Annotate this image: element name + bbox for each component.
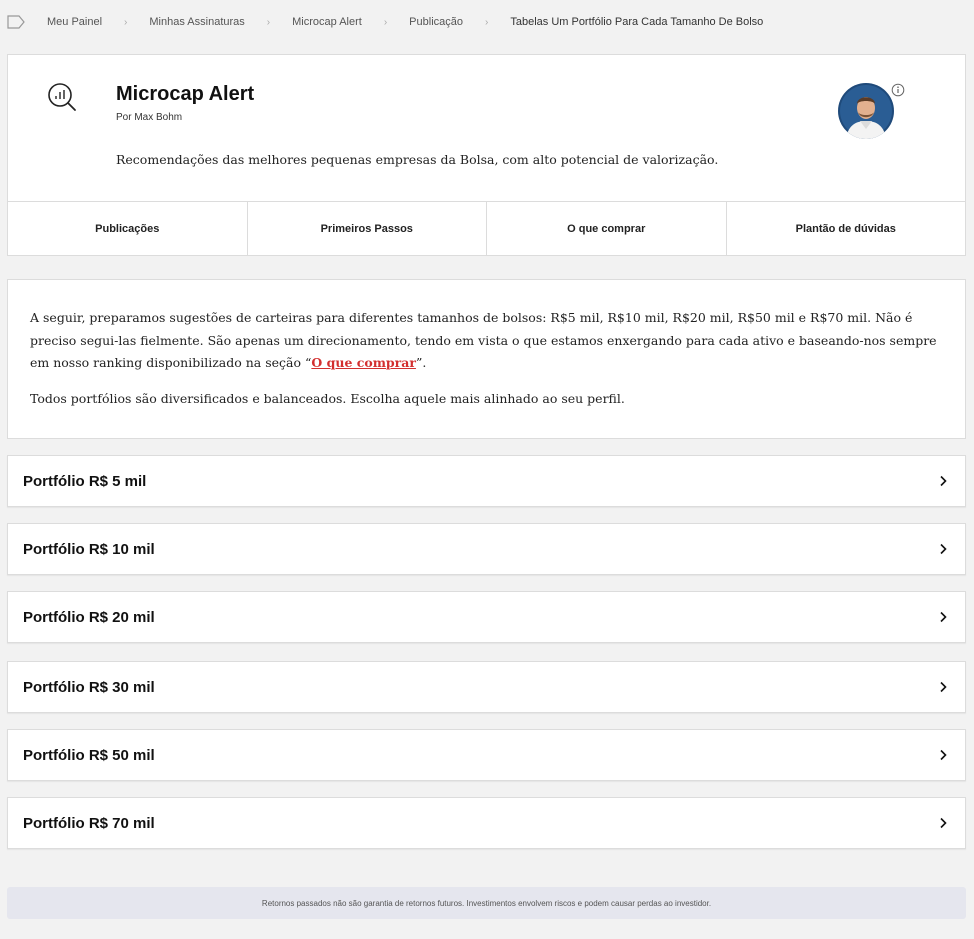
accordion-title: Portfólio R$ 5 mil (23, 472, 147, 490)
portfolio-accordion-70k[interactable] (7, 797, 966, 849)
product-author: Por Max Bohm (116, 112, 183, 123)
analyst-avatar (838, 83, 894, 139)
breadcrumb-item-current: Tabelas Um Portfólio Para Cada Tamanho De Bolso (510, 16, 764, 28)
intro-card (7, 279, 966, 439)
breadcrumb-separator: › (124, 16, 128, 28)
intro-paragraph-2: Todos portfólios são diversificados e balanceados. Escolha aquele mais alinhado ao seu perfil. (30, 390, 625, 406)
breadcrumb-item-microcap-alert[interactable]: Microcap Alert (292, 16, 362, 28)
tab-primeiros-passos[interactable]: Primeiros Passos (248, 202, 488, 256)
chevron-right-icon (938, 681, 948, 693)
intro-text-end: ”. (415, 355, 427, 370)
portfolio-accordion-30k[interactable] (7, 661, 966, 713)
product-header-card (7, 54, 966, 256)
breadcrumb-separator: › (266, 16, 271, 28)
portfolio-accordion-50k[interactable] (7, 729, 966, 781)
accordion-title: Portfólio R$ 50 mil (23, 746, 155, 764)
accordion-title: Portfólio R$ 70 mil (23, 814, 155, 832)
disclaimer-text: Retornos passados não são garantia de retornos futuros. Investimentos envolvem riscos e podem causar perdas ao investidor. (261, 898, 712, 908)
chevron-right-icon (938, 749, 948, 761)
portfolio-accordion-20k[interactable] (7, 591, 966, 643)
tab-plantao-de-duvidas[interactable]: Plantão de dúvidas (795, 223, 896, 235)
accordion-title: Portfólio R$ 10 mil (23, 540, 155, 558)
portfolio-accordion-10k[interactable] (7, 523, 966, 575)
breadcrumb-separator: › (383, 16, 388, 28)
chevron-right-icon (938, 817, 948, 829)
intro-text: A seguir, preparamos sugestões de carteiras para diferentes tamanhos de bolsos: R$5 mil, R$10 mil, R$20 mil, R$50 mil e R$70 mil. Não é preciso segui-las fielmente. São apenas um direcionamento, tendo em vista o que estamos enxergando para cada ativo e baseando-nos sempre em nosso ranking disponibilizado na seção “ (30, 310, 937, 370)
info-icon[interactable] (891, 83, 905, 97)
breadcrumb-item-meu-painel[interactable]: Meu Painel (47, 16, 103, 28)
chevron-right-icon (938, 543, 948, 555)
tab-publicacoes[interactable]: Publicações (8, 202, 248, 256)
product-title: Microcap Alert (116, 83, 255, 105)
breadcrumb-item-minhas-assinaturas[interactable]: Minhas Assinaturas (149, 16, 245, 28)
disclaimer-footer (7, 887, 966, 919)
tag-outline-icon (7, 15, 25, 29)
search-chart-icon (46, 81, 78, 113)
breadcrumb (7, 12, 763, 32)
breadcrumb-separator: › (485, 16, 489, 28)
accordion-title: Portfólio R$ 20 mil (23, 608, 155, 626)
product-tabs (8, 201, 965, 256)
product-description: Recomendações das melhores pequenas empresas da Bolsa, com alto potencial de valorização. (116, 152, 719, 167)
o-que-comprar-link[interactable]: O que comprar (311, 355, 416, 370)
chevron-right-icon (938, 475, 948, 487)
intro-paragraph (30, 307, 943, 375)
accordion-title: Portfólio R$ 30 mil (23, 678, 155, 696)
tab-o-que-comprar[interactable]: O que comprar (487, 202, 727, 256)
portfolio-accordion-5k[interactable] (7, 455, 966, 507)
breadcrumb-item-publicacao[interactable]: Publicação (409, 16, 463, 28)
chevron-right-icon (938, 611, 948, 623)
